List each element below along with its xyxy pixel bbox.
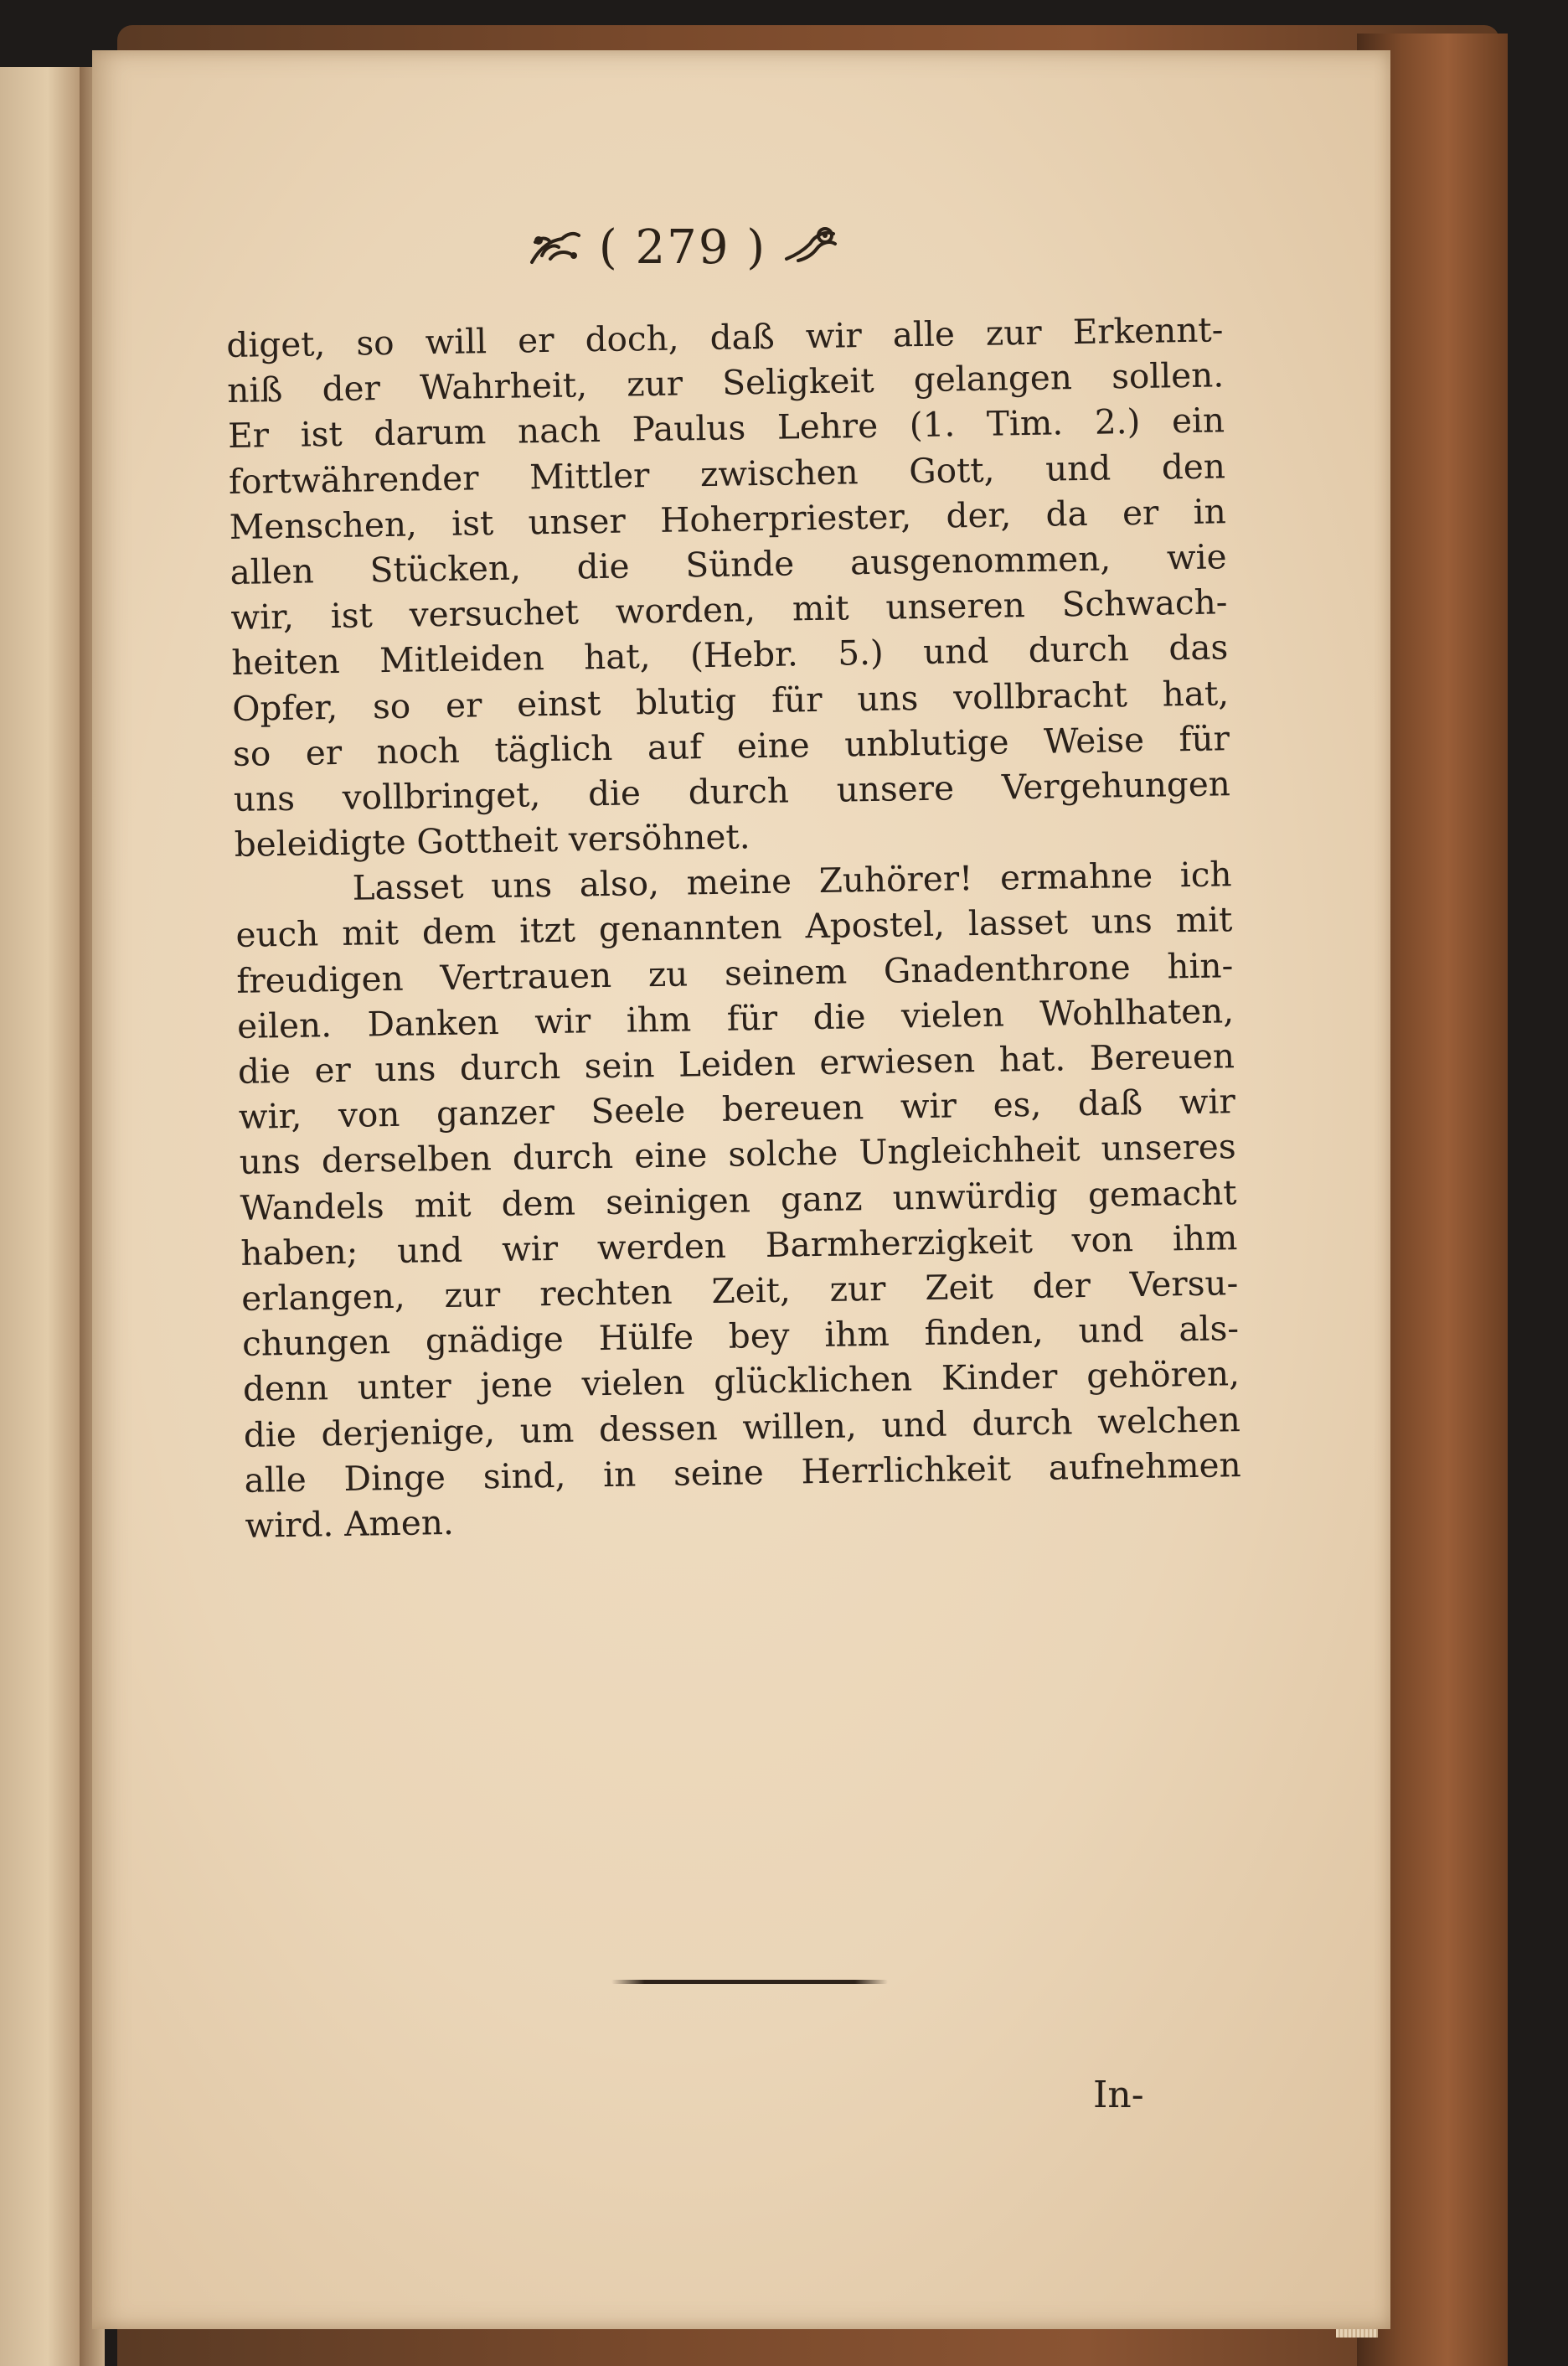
text-line: beleidigte Gottheit versöhnet.: [234, 816, 750, 865]
text-line: chungen gnädige Hülfe bey ihm finden, und als-: [241, 1308, 1240, 1364]
text-line: Opfer, so er einst blutig für uns vollbracht hat,: [231, 672, 1230, 729]
text-line: die derjenige, um dessen willen, und durch welchen: [243, 1398, 1241, 1455]
text-line: Er ist darum nach Paulus Lehre (1. Tim. 2.) ein: [227, 400, 1225, 457]
text-line: Menschen, ist unser Hoherpriester, der, da er in: [229, 491, 1227, 547]
text-line: allen Stücken, die Sünde ausgenommen, wie: [230, 536, 1227, 592]
text-line: erlangen, zur rechten Zeit, zur Zeit der Versu-: [240, 1263, 1239, 1319]
facing-page-edge: [0, 67, 80, 2366]
text-line: eilen. Danken wir ihm für die vielen Wohlhaten,: [236, 990, 1235, 1046]
floral-ornament-left-icon: [525, 222, 584, 272]
floral-ornament-right-icon: [781, 222, 840, 272]
text-line: wir, ist versuchet worden, mit unseren Schwach-: [230, 581, 1228, 638]
text-line: euch mit dem itzt genannten Apostel, lasset uns mit: [235, 899, 1233, 956]
closing-rule: [611, 1980, 888, 1984]
text-line: haben; und wir werden Barmherzigkeit von ihm: [240, 1217, 1238, 1273]
text-line: die er uns durch sein Leiden erwiesen hat. Bereuen: [237, 1036, 1235, 1092]
book-page: [92, 50, 1390, 2329]
text-line: niß der Wahrheit, zur Seligkeit gelangen sollen.: [226, 354, 1225, 411]
catchword: In-: [1093, 2074, 1144, 2116]
running-header: [473, 209, 892, 285]
page-number: ( 279 ): [598, 220, 767, 275]
text-line: heiten Mitleiden hat, (Hebr. 5.) und durch das: [231, 627, 1229, 684]
text-line: Lasset uns also, meine Zuhörer! ermahne ich: [352, 854, 1232, 908]
text-line: wird. Amen.: [245, 1501, 455, 1546]
paragraph-1: [226, 307, 1231, 867]
paragraph-2: [235, 851, 1242, 1547]
text-line: denn unter jene vielen glücklichen Kinder gehören,: [242, 1353, 1240, 1410]
text-line: alle Dinge sind, in seine Herrlichkeit aufnehmen: [244, 1444, 1241, 1501]
text-line: freudigen Vertrauen zu seinem Gnadenthrone hin-: [235, 944, 1234, 1001]
text-line: diget, so will er doch, daß wir alle zur Erkennt-: [226, 309, 1224, 365]
body-text: [226, 307, 1242, 1548]
text-line: wir, von ganzer Seele bereuen wir es, daß wir: [238, 1081, 1236, 1138]
text-line: uns derselben durch eine solche Ungleichheit unseres: [239, 1126, 1236, 1183]
text-line: uns vollbringet, die durch unsere Vergehungen: [233, 763, 1231, 819]
text-line: fortwährender Mittler zwischen Gott, und den: [228, 445, 1226, 502]
text-line: Wandels mit dem seinigen ganz unwürdig gemacht: [240, 1171, 1237, 1228]
text-line: so er noch täglich auf eine unblutige Weise für: [232, 717, 1230, 774]
